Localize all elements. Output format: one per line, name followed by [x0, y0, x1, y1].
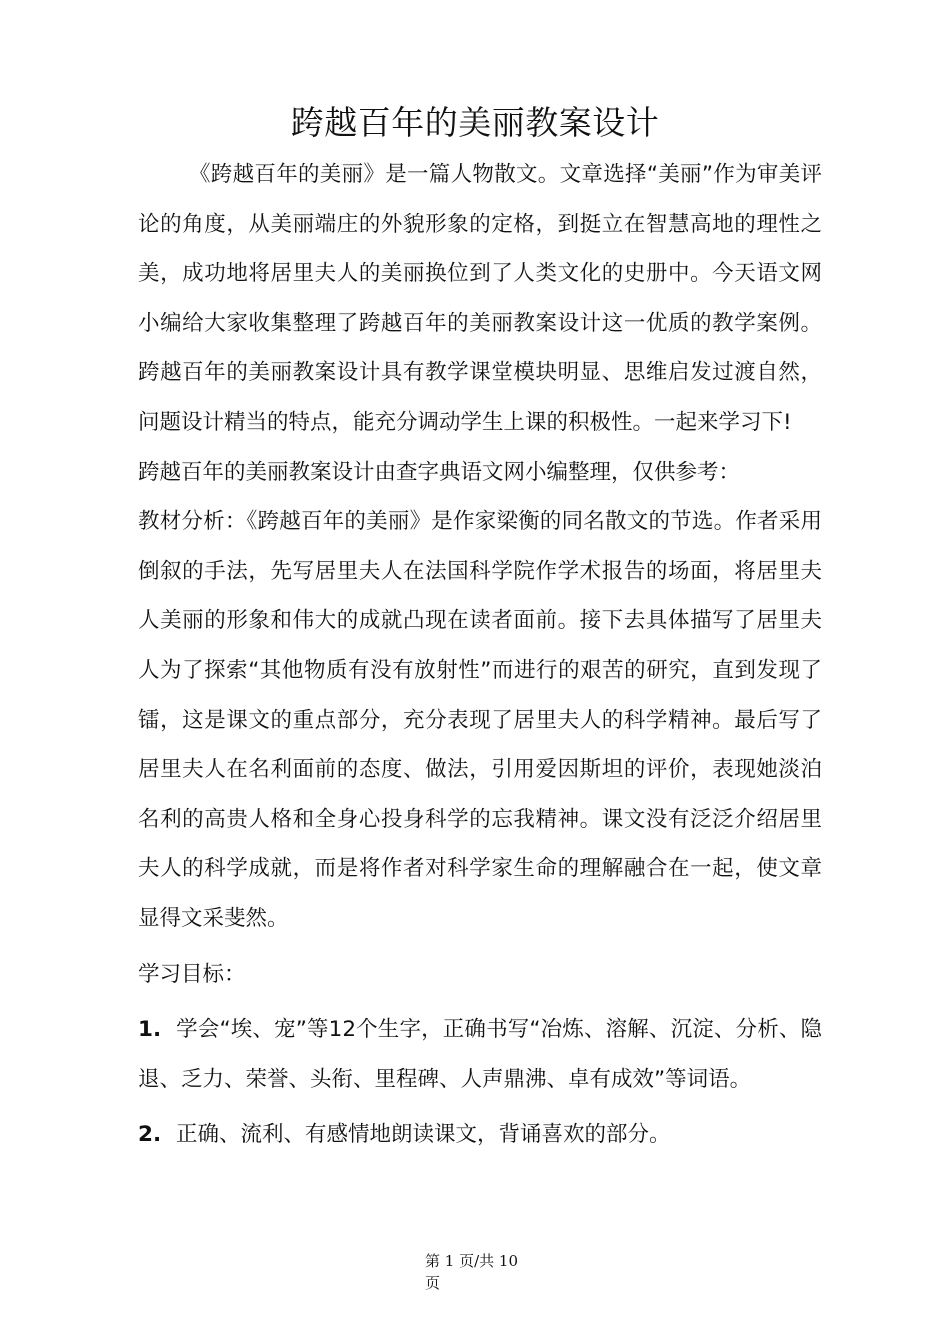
source-note: 跨越百年的美丽教案设计由查字典语文网小编整理，仅供参考：	[138, 459, 741, 485]
goal-item-1	[138, 1005, 822, 1104]
document-body	[138, 150, 822, 1160]
goal-number: 2.	[138, 1122, 162, 1148]
goal-text: 正确、流利、有感情地朗读课文，背诵喜欢的部分。	[176, 1122, 671, 1148]
goal-number: 1.	[138, 1017, 162, 1043]
analysis-paragraph: 教材分析：《跨越百年的美丽》是作家梁衡的同名散文的节选。作者采用倒叙的手法，先写居里夫人在法国科学院作学术报告的场面，将居里夫人美丽的形象和伟大的成就凸现在读者面前。接下去具体描写了居里夫人为了探索“其他物质有没有放射性”而进行的艰苦的研究，直到发现了镭，这是课文的重点部分，充分表现了居里夫人的科学精神。最后写了居里夫人在名利面前的态度、做法，引用爱因斯坦的评价，表现她淡泊名利的高贵人格和全身心投身科学的忘我精神。课文没有泛泛介绍居里夫人的科学成就，而是将作者对科学家生命的理解融合在一起，使文章显得文采斐然。	[138, 509, 822, 931]
goal-item-2	[138, 1110, 822, 1160]
intro-paragraph: 《跨越百年的美丽》是一篇人物散文。文章选择“美丽”作为审美评论的角度，从美丽端庄的外貌形象的定格，到挺立在智慧高地的理性之美，成功地将居里夫人的美丽换位到了人类文化的史册中。今天语文网小编给大家收集整理了跨越百年的美丽教案设计这一优质的教学案例。跨越百年的美丽教案设计具有教学课堂模块明显、思维启发过渡自然，问题设计精当的特点，能充分调动学生上课的积极性。一起来学习下!	[138, 162, 822, 435]
page-number: 第 1 页/共 10 页	[425, 1252, 518, 1292]
page-footer	[0, 1250, 950, 1294]
goal-text: 学会“埃、宠”等12个生字，正确书写“冶炼、溶解、沉淀、分析、隐退、乏力、荣誉、头衔、里程碑、人声鼎沸、卓有成效”等词语。	[138, 1017, 822, 1092]
goals-heading: 学习目标：	[138, 961, 246, 987]
document-title: 跨越百年的美丽教案设计	[290, 103, 660, 142]
